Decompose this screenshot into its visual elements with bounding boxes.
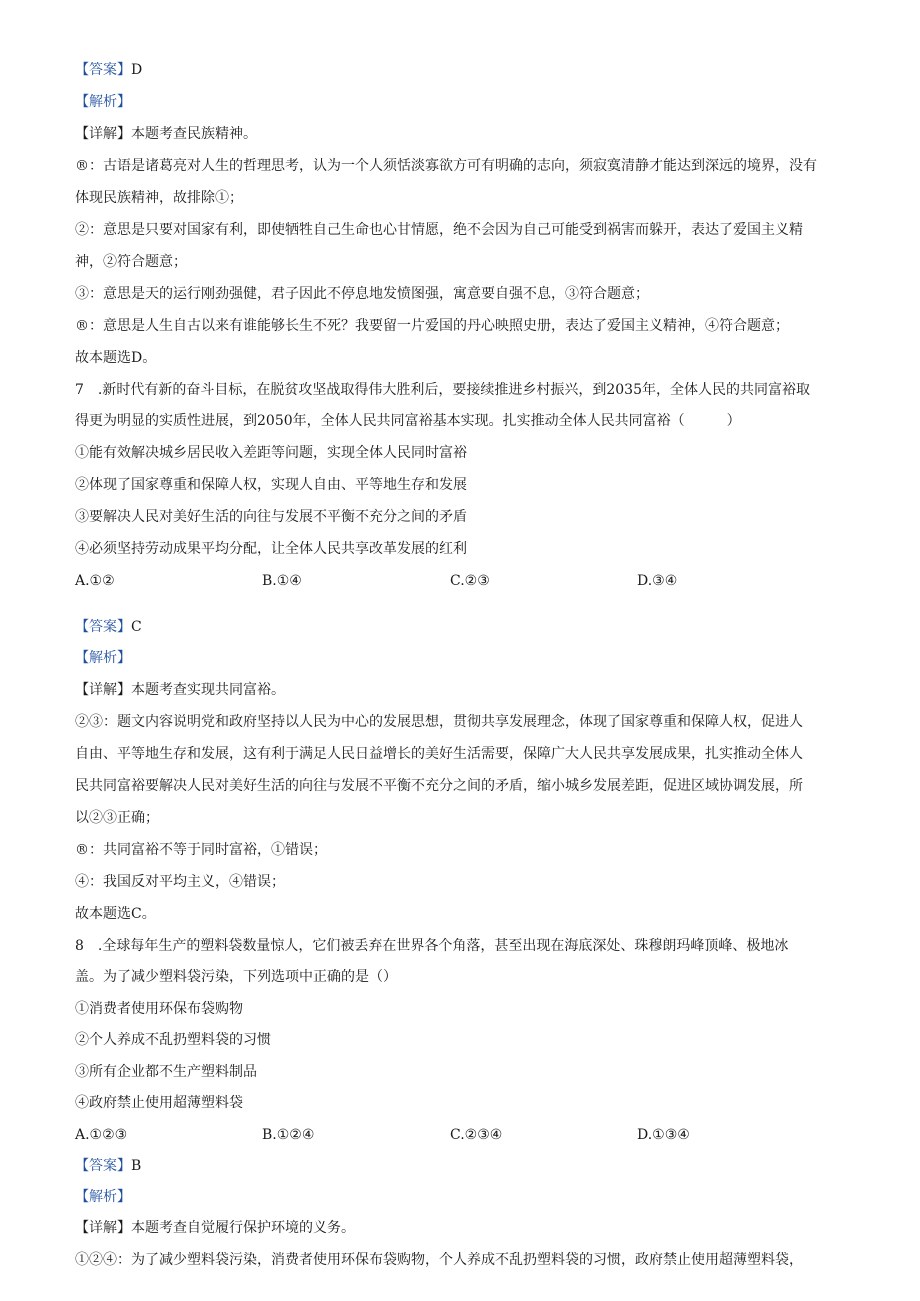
statement-item: ④政府禁止使用超薄塑料袋 (75, 1095, 243, 1111)
explanation-line: ④：我国反对平均主义，④错误； (75, 874, 285, 890)
option-b: B.①②④ (262, 1127, 315, 1143)
option-d: D.③④ (637, 573, 678, 589)
question-stem: 8 .全球每年生产的塑料袋数量惊人，它们被丢弃在世界各个角落，甚至出现在海底深处、珠穆朗玛峰顶峰、极地冰 (75, 938, 789, 954)
conclusion-line: 故本题选D。 (75, 350, 157, 366)
option-b: B.①④ (262, 573, 302, 589)
option-d: D.①③④ (637, 1127, 690, 1143)
conclusion-line: 故本题选C。 (75, 906, 156, 922)
question-stem: 7 .新时代有新的奋斗目标，在脱贫攻坚战取得伟大胜利后，要接续推进乡村振兴，到2035年，全体人民的共同富裕取 (75, 382, 810, 398)
explanation-line: ②：意思是只要对国家有利，即使牺牲自己生命也心甘情愿，绝不会因为自己可能受到祸害而躲开，表达了爱国主义精 (75, 222, 803, 238)
question-stem: 盖。为了减少塑料袋污染，下列选项中正确的是（） (75, 969, 397, 985)
options-row (75, 571, 850, 591)
analysis-label: 【解析】 (75, 650, 131, 666)
answer-value: C (131, 619, 142, 635)
answer-line (75, 60, 850, 80)
explanation-line: ®：共同富裕不等于同时富裕，①错误； (75, 842, 327, 858)
explanation-line: ③：意思是天的运行刚劲强健，君子因此不停息地发愤图强，寓意要自强不息，③符合题意； (75, 286, 649, 302)
explanation-line: ®：意思是人生自古以来有谁能够长生不死？我要留一片爱国的丹心映照史册，表达了爱国主义精神，④符合题意； (75, 318, 789, 334)
explanation-line: ②③：题文内容说明党和政府坚持以人民为中心的发展思想，贯彻共享发展理念，体现了国家尊重和保障人权，促进人 (75, 714, 803, 730)
answer-label: 【答案】 (75, 62, 131, 78)
answer-line (75, 617, 850, 637)
options-row (75, 1125, 850, 1145)
detail-line: 【详解】本题考查自觉履行保护环境的义务。 (75, 1220, 355, 1236)
explanation-line: 神，②符合题意； (75, 254, 187, 270)
analysis-label: 【解析】 (75, 94, 131, 110)
statement-item: ②个人养成不乱扔塑料袋的习惯 (75, 1032, 271, 1048)
answer-label: 【答案】 (75, 1158, 131, 1174)
detail-line: 【详解】本题考查民族精神。 (75, 126, 257, 142)
answer-value: D (131, 62, 143, 78)
statement-item: ④必须坚持劳动成果平均分配，让全体人民共享改革发展的红利 (75, 541, 467, 557)
explanation-line: 民共同富裕要解决人民对美好生活的向往与发展不平衡不充分之间的矛盾，缩小城乡发展差距，促进区域协调发展，所 (75, 778, 803, 794)
explanation-line: ®：古语是诸葛亮对人生的哲理思考，认为一个人须恬淡寡欲方可有明确的志向，须寂寞清静才能达到深远的境界，没有 (75, 158, 817, 174)
option-a: A.①② (75, 573, 115, 589)
explanation-line: ①②④：为了减少塑料袋污染，消费者使用环保布袋购物，个人养成不乱扔塑料袋的习惯，政府禁止使用超薄塑料袋， (75, 1252, 803, 1268)
statement-item: ①能有效解决城乡居民收入差距等问题，实现全体人民同时富裕 (75, 445, 467, 461)
statement-item: ③要解决人民对美好生活的向往与发展不平衡不充分之间的矛盾 (75, 509, 467, 525)
statement-item: ②体现了国家尊重和保障人权，实现人自由、平等地生存和发展 (75, 477, 467, 493)
analysis-label: 【解析】 (75, 1189, 131, 1205)
statement-item: ③所有企业都不生产塑料制品 (75, 1064, 257, 1080)
statement-item: ①消费者使用环保布袋购物 (75, 1001, 243, 1017)
detail-line: 【详解】本题考查实现共同富裕。 (75, 682, 285, 698)
option-a: A.①②③ (75, 1127, 128, 1143)
question-stem: 得更为明显的实质性进展，到2050年，全体人民共同富裕基本实现。扎实推动全体人民共同富裕（ ） (75, 413, 741, 429)
option-c: C.②③ (450, 573, 490, 589)
answer-value: B (131, 1158, 142, 1174)
explanation-line: 自由、平等地生存和发展，这有利于满足人民日益增长的美好生活需要，保障广大人民共享发展成果，扎实推动全体人 (75, 746, 803, 762)
option-c: C.②③④ (450, 1127, 503, 1143)
explanation-line: 以②③正确； (75, 810, 159, 826)
answer-label: 【答案】 (75, 619, 131, 635)
explanation-line: 体现民族精神，故排除①； (75, 190, 243, 206)
answer-line (75, 1156, 850, 1176)
